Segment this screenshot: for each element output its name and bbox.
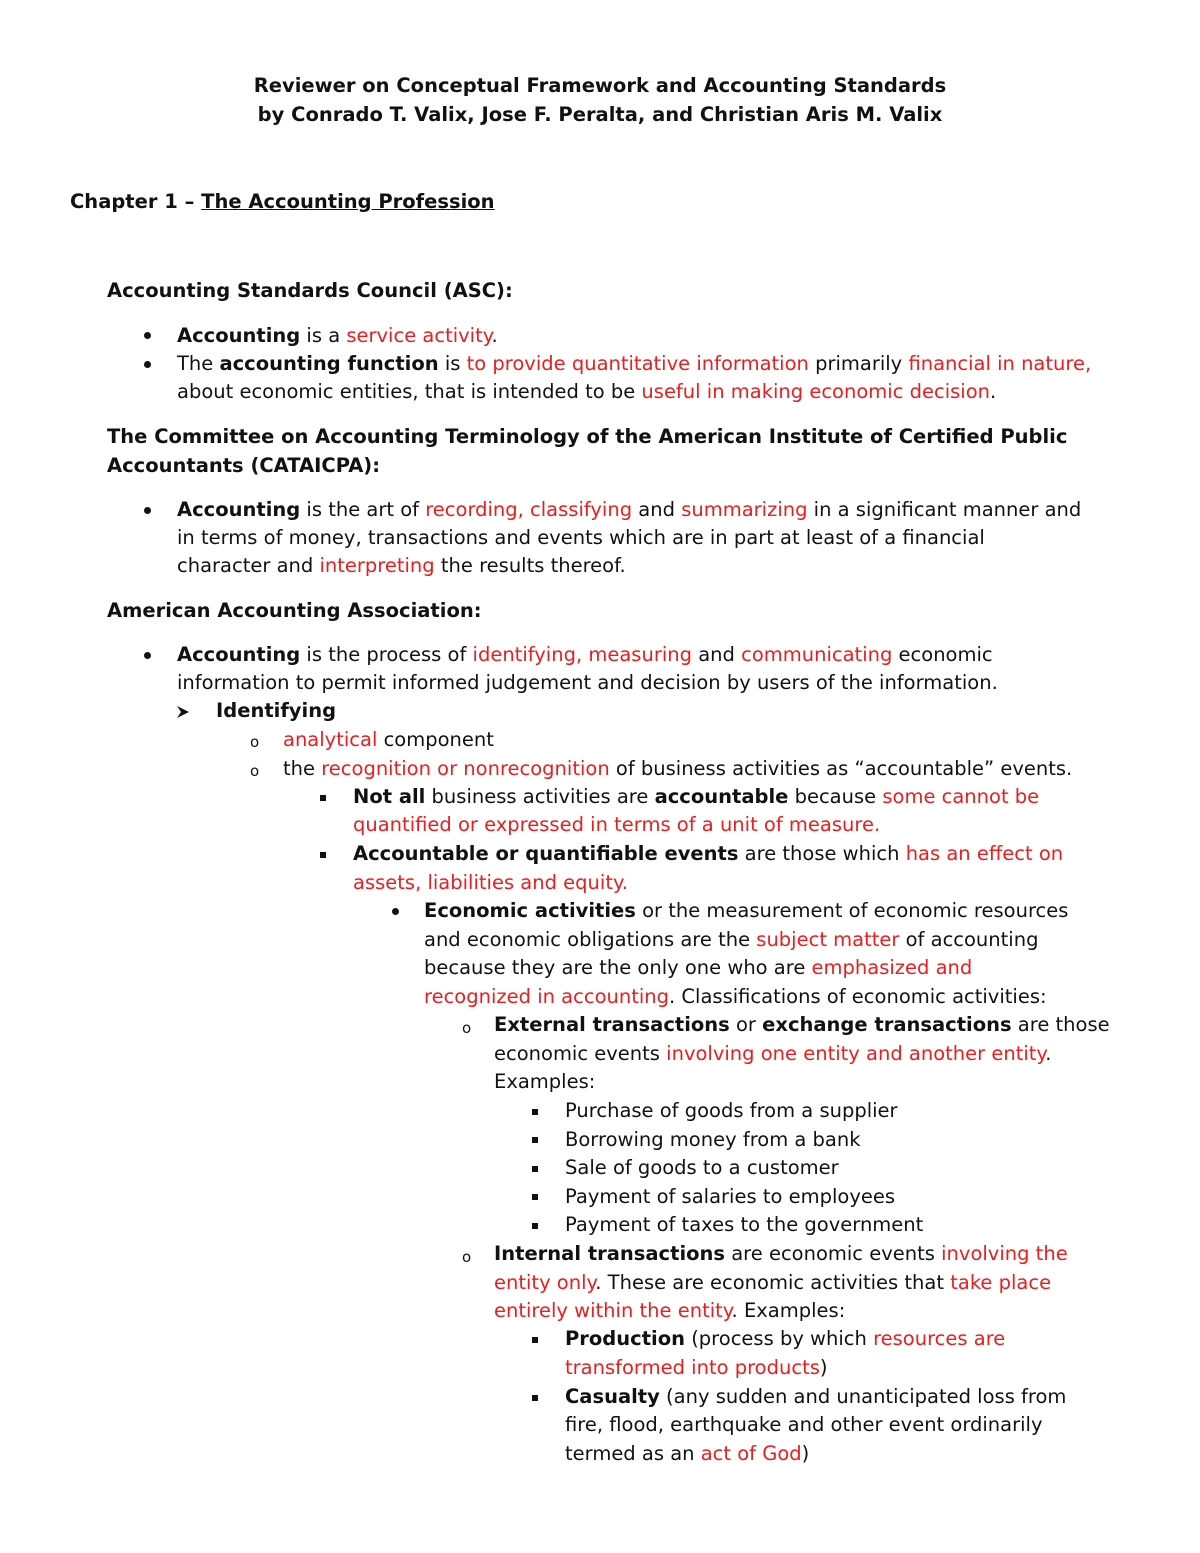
square-bullet-icon — [320, 795, 326, 801]
cataicpa-bullet-line-2: in terms of money, transactions and events which are in part at least of a financial — [177, 526, 985, 549]
arrowhead-bullet-icon — [176, 705, 190, 719]
internal-line-2: entity only. These are economic activities that take place — [494, 1271, 1052, 1294]
document-title: Reviewer on Conceptual Framework and Accounting Standards — [253, 74, 947, 97]
aaa-bullet-line-2: information to permit informed judgement and decision by users of the information. — [177, 671, 998, 694]
cataicpa-bullet-line-3: character and interpreting the results thereof. — [177, 554, 626, 577]
bullet-disc-icon — [392, 908, 399, 915]
external-line-1: External transactions or exchange transactions are those — [494, 1013, 1110, 1036]
bullet-disc-icon — [144, 361, 151, 368]
circle-bullet-icon: o — [250, 762, 260, 780]
chapter-heading — [70, 188, 495, 216]
chapter-title: The Accounting Profession — [201, 190, 495, 213]
square-bullet-icon — [532, 1137, 538, 1143]
accountable-line-2: assets, liabilities and equity. — [353, 871, 628, 894]
square-bullet-icon — [532, 1194, 538, 1200]
econ-line-4: recognized in accounting. Classifications of economic activities: — [424, 985, 1047, 1008]
casualty-line-2: fire, flood, earthquake and other event ordinarily — [565, 1413, 1043, 1436]
square-bullet-icon — [320, 852, 326, 858]
aaa-bullet-line-1: Accounting is the process of identifying, measuring and communicating economic — [177, 643, 993, 666]
external-example: Borrowing money from a bank — [565, 1128, 861, 1151]
square-bullet-icon — [532, 1166, 538, 1172]
square-bullet-icon — [532, 1109, 538, 1115]
circle-bullet-icon: o — [462, 1248, 472, 1266]
econ-line-1: Economic activities or the measurement of economic resources — [424, 899, 1069, 922]
not-all-line-2: quantified or expressed in terms of a unit of measure. — [353, 813, 881, 836]
casualty-line-3: termed as an act of God) — [565, 1442, 810, 1465]
square-bullet-icon — [532, 1337, 538, 1343]
econ-line-3: because they are the only one who are emphasized and — [424, 956, 973, 979]
casualty-line-1: Casualty (any sudden and unanticipated loss from — [565, 1385, 1067, 1408]
accountable-line-1: Accountable or quantifiable events are those which has an effect on — [353, 842, 1064, 865]
asc-bullet-2-line-2: about economic entities, that is intended to be useful in making economic decision. — [177, 380, 997, 403]
square-bullet-icon — [532, 1395, 538, 1401]
external-line-2: economic events involving one entity and another entity. — [494, 1042, 1052, 1065]
identifying-item-1: analytical component — [283, 728, 494, 751]
circle-bullet-icon: o — [462, 1019, 472, 1037]
bullet-disc-icon — [144, 507, 151, 514]
internal-line-3: entirely within the entity. Examples: — [494, 1299, 846, 1322]
identifying-item-2: the recognition or nonrecognition of business activities as “accountable” events. — [283, 757, 1073, 780]
external-example: Payment of taxes to the government — [565, 1213, 924, 1236]
bullet-disc-icon — [144, 652, 151, 659]
external-example: Payment of salaries to employees — [565, 1185, 896, 1208]
asc-bullet-1: Accounting is a service activity. — [177, 324, 498, 347]
econ-line-2: and economic obligations are the subject matter of accounting — [424, 928, 1039, 951]
cataicpa-bullet-line-1: Accounting is the art of recording, classifying and summarizing in a significant manner and — [177, 498, 1082, 521]
not-all-line-1: Not all business activities are accountable because some cannot be — [353, 785, 1040, 808]
square-bullet-icon — [532, 1223, 538, 1229]
external-example: Sale of goods to a customer — [565, 1156, 839, 1179]
external-example: Purchase of goods from a supplier — [565, 1099, 898, 1122]
circle-bullet-icon: o — [250, 733, 260, 751]
cataicpa-heading-line-1: The Committee on Accounting Terminology of the American Institute of Certified Public — [107, 425, 1068, 448]
internal-line-1: Internal transactions are economic events involving the — [494, 1242, 1068, 1265]
production-line-2: transformed into products) — [565, 1356, 828, 1379]
identifying-label: Identifying — [216, 699, 337, 722]
cataicpa-heading-line-2: Accountants (CATAICPA): — [107, 454, 380, 477]
asc-bullet-2-line-1: The accounting function is to provide quantitative information primarily financial in nature, — [177, 352, 1092, 375]
external-examples-label: Examples: — [494, 1070, 596, 1093]
bullet-disc-icon — [144, 332, 151, 339]
chapter-prefix: Chapter 1 – — [70, 190, 202, 213]
aaa-heading: American Accounting Association: — [107, 599, 482, 622]
document-authors: by Conrado T. Valix, Jose F. Peralta, and Christian Aris M. Valix — [257, 103, 943, 126]
asc-heading: Accounting Standards Council (ASC): — [107, 279, 513, 302]
production-line-1: Production (process by which resources are — [565, 1327, 1006, 1350]
